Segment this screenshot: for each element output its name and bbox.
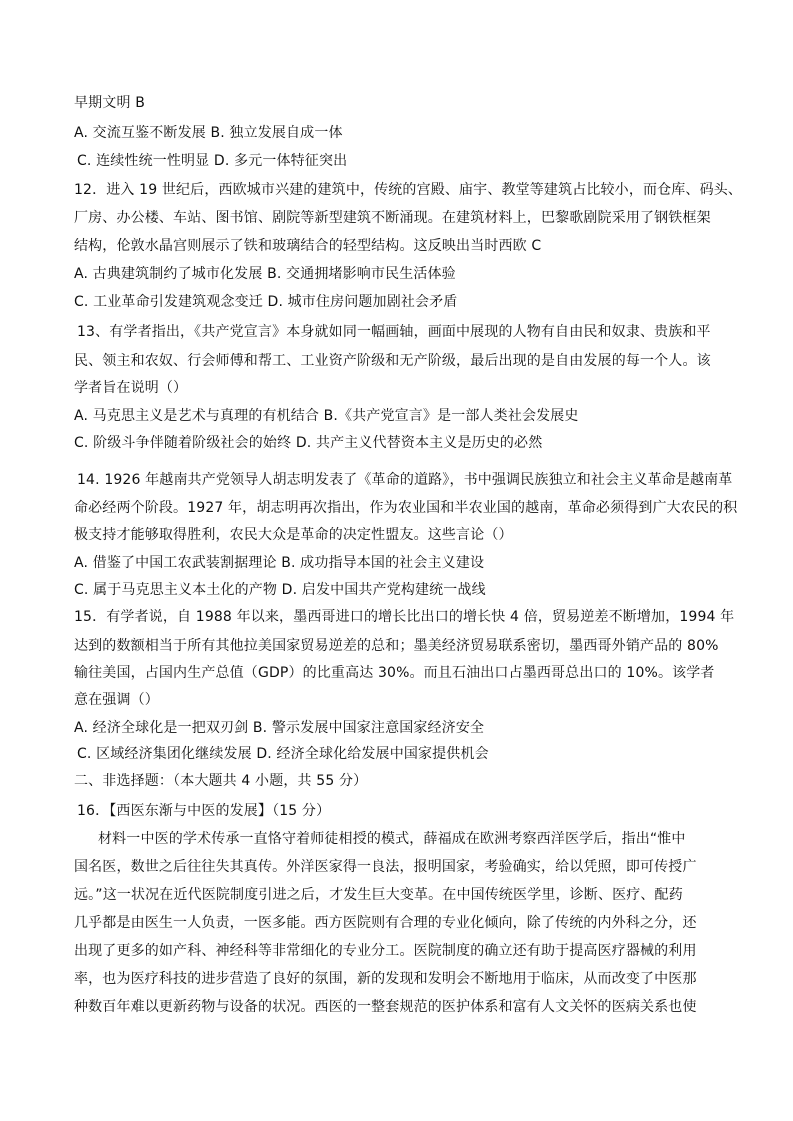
- text-line: C. 连续性统一性明显 D. 多元一体特征突出: [77, 153, 348, 169]
- text-line: 结构，伦敦水晶宫则展示了铁和玻璃结合的轻型结构。这反映出当时西欧 C: [74, 238, 542, 254]
- text-line: 厂房、办公楼、车站、图书馆、剧院等新型建筑不断涌现。在建筑材料上，巴黎歌剧院采用了钢铁框架: [74, 210, 711, 226]
- text-line: 早期文明 B: [74, 95, 145, 111]
- text-line: 12．进入 19 世纪后，西欧城市兴建的建筑中，传统的宫殿、庙宇、教堂等建筑占比较小，而仓库、码头、: [74, 182, 743, 198]
- text-line: C. 阶级斗争伴随着阶级社会的始终 D. 共产主义代替资本主义是历史的必然: [74, 435, 543, 451]
- text-line: 出现了更多的如产科、神经科等非常细化的专业分工。医院制度的确立还有助于提高医疗器械的利用: [74, 943, 697, 959]
- text-line: 极支持才能够取得胜利，农民大众是革命的决定性盟友。这些言论（）: [74, 527, 513, 543]
- text-line: 学者旨在说明（）: [74, 380, 188, 396]
- text-line: 远。”这一状况在近代医院制度引进之后，才发生巨大变革。在中国传统医学里，诊断、医疗、配药: [74, 887, 683, 903]
- text-line: A. 借鉴了中国工农武装割据理论 B. 成功指导本国的社会主义建设: [74, 555, 485, 571]
- text-line: 种数百年难以更新药物与设备的状况。西医的一整套规范的医护体系和富有人文关怀的医病关系也使: [74, 999, 697, 1015]
- section-heading: 二、非选择题：（本大题共 4 小题，共 55 分）: [74, 773, 368, 789]
- text-line: A. 交流互鉴不断发展 B. 独立发展自成一体: [74, 125, 343, 141]
- text-line: 命必经两个阶段。1927 年，胡志明再次指出，作为农业国和半农业国的越南，革命必须得到广大农民的积: [74, 500, 738, 516]
- text-line: C. 工业革命引发建筑观念变迁 D. 城市住房问题加剧社会矛盾: [74, 294, 458, 310]
- text-line: 15．有学者说，自 1988 年以来，墨西哥进口的增长比出口的增长快 4 倍，贸易逆差不断增加，1994 年: [74, 609, 735, 625]
- text-line: A. 古典建筑制约了城市化发展 B. 交通拥堵影响市民生活体验: [74, 266, 456, 282]
- text-line: 民、领主和农奴、行会师傅和帮工、工业资产阶级和无产阶级，最后出现的是自由发展的每一个人。该: [74, 353, 711, 369]
- text-line: 意在强调（）: [74, 692, 159, 708]
- text-line: 几乎都是由医生一人负责，一医多能。西方医院则有合理的专业化倾向，除了传统的内外科之分，还: [74, 915, 697, 931]
- text-line: A. 马克思主义是艺术与真理的有机结合 B.《共产党宣言》是一部人类社会发展史: [74, 408, 579, 424]
- text-line: A. 经济全球化是一把双刃剑 B. 警示发展中国家注意国家经济安全: [74, 720, 485, 736]
- text-line: C. 区域经济集团化继续发展 D. 经济全球化给发展中国家提供机会: [77, 746, 489, 762]
- text-line: 材料一中医的学术传承一直恪守着师徒相授的模式，薛福成在欧洲考察西洋医学后，指出“惟中: [98, 831, 686, 847]
- text-line: 率，也为医疗科技的进步营造了良好的氛围，新的发现和发明会不断地用于临床，从而改变了中医那: [74, 971, 697, 987]
- text-line: 达到的数额相当于所有其他拉美国家贸易逆差的总和；墨美经济贸易联系密切，墨西哥外销产品的 80%: [74, 638, 719, 654]
- text-line: 13、有学者指出，《共产党宣言》本身就如同一幅画轴，画面中展现的人物有自由民和奴隶、贵族和平: [77, 324, 711, 340]
- question-heading: 16．【西医东渐与中医的发展】（15 分）: [77, 803, 331, 819]
- text-line: 国名医，数世之后往往失其真传。外洋医家得一良法，报明国家，考验确实，给以凭照，即可传授广: [74, 859, 697, 875]
- text-line: 14. 1926 年越南共产党领导人胡志明发表了《革命的道路》，书中强调民族独立和社会主义革命是越南革: [77, 472, 733, 488]
- text-line: C. 属于马克思主义本土化的产物 D. 启发中国共产党构建统一战线: [74, 582, 486, 598]
- text-line: 输往美国，占国内生产总值（GDP）的比重高达 30%。而且石油出口占墨西哥总出口的 10%。该学者: [74, 665, 715, 681]
